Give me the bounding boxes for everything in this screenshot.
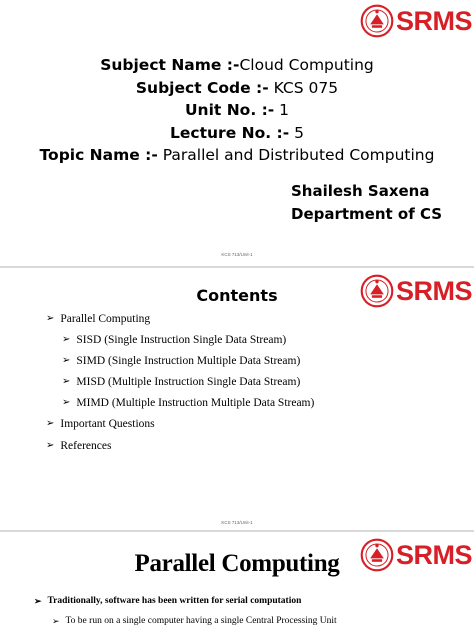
list-item — [46, 440, 111, 452]
contents-title: Contents — [196, 286, 278, 305]
list-item-label: Traditionally, software has been written for serial computation — [47, 596, 302, 606]
arrow-bullet-icon: ➢ — [62, 355, 71, 366]
department: Department of CS — [291, 205, 443, 223]
unit-no-line — [0, 99, 474, 122]
subject-name-label: Subject Name :- — [100, 56, 240, 74]
list-item — [34, 596, 301, 606]
arrow-bullet-icon: ➢ — [34, 595, 42, 606]
arrow-bullet-icon: ➢ — [62, 334, 71, 345]
slide-footer: KCS 713/Unit-1 — [221, 520, 253, 525]
slide-footer: KCS 713/Unit-1 — [221, 252, 253, 257]
lecture-no-line — [0, 122, 474, 145]
lecture-no-value: 5 — [289, 123, 304, 142]
arrow-bullet-icon: ➢ — [46, 313, 55, 324]
list-item-label: References — [60, 440, 112, 452]
list-item-label: MIMD (Multiple Instruction Multiple Data Stream) — [76, 397, 315, 409]
logo-text: SRMS — [396, 539, 473, 570]
list-item — [62, 355, 300, 367]
list-item-label: To be run on a single computer having a single Central Processing Unit — [65, 616, 337, 626]
unit-no-label: Unit No. :- — [184, 101, 275, 119]
subject-name-line — [0, 54, 474, 77]
list-item — [52, 616, 337, 626]
arrow-bullet-icon: ➢ — [46, 418, 55, 429]
contents-slide — [0, 268, 474, 530]
list-item-label: MISD (Multiple Instruction Single Data Stream) — [76, 376, 301, 388]
logo-text: SRMS — [396, 5, 473, 36]
lecture-no-label: Lecture No. :- — [170, 123, 290, 142]
list-item-label: SIMD (Single Instruction Multiple Data Stream) — [76, 355, 301, 367]
list-item — [62, 334, 286, 346]
list-item-label: Important Questions — [60, 418, 155, 430]
srms-logo — [360, 4, 472, 38]
list-item — [46, 418, 155, 430]
author-block — [291, 180, 442, 226]
author-name: Shailesh Saxena — [291, 182, 430, 200]
subject-code-value: KCS 075 — [268, 78, 339, 97]
unit-no-value: 1 — [274, 101, 290, 119]
topic-name-value: Parallel and Distributed Computing — [157, 146, 435, 164]
arrow-bullet-icon: ➢ — [52, 615, 60, 626]
arrow-bullet-icon: ➢ — [46, 440, 55, 451]
subject-name-value: Cloud Computing — [239, 56, 374, 74]
list-item — [46, 313, 150, 325]
srms-seal-icon — [360, 4, 394, 38]
logo-text: SRMS — [396, 275, 473, 306]
parallel-computing-slide — [0, 532, 474, 632]
slide-title: Parallel Computing — [134, 550, 340, 577]
list-item — [62, 397, 314, 409]
topic-name-line — [0, 144, 474, 167]
topic-name-label: Topic Name :- — [39, 146, 158, 164]
list-item-label: Parallel Computing — [60, 313, 151, 325]
arrow-bullet-icon: ➢ — [62, 376, 71, 387]
list-item-label: SISD (Single Instruction Single Data Stream) — [76, 334, 287, 346]
subject-info — [0, 54, 474, 167]
subject-code-label: Subject Code :- — [135, 78, 269, 97]
arrow-bullet-icon: ➢ — [62, 397, 71, 408]
list-item — [62, 376, 300, 388]
title-slide — [0, 0, 474, 266]
subject-code-line — [0, 77, 474, 100]
